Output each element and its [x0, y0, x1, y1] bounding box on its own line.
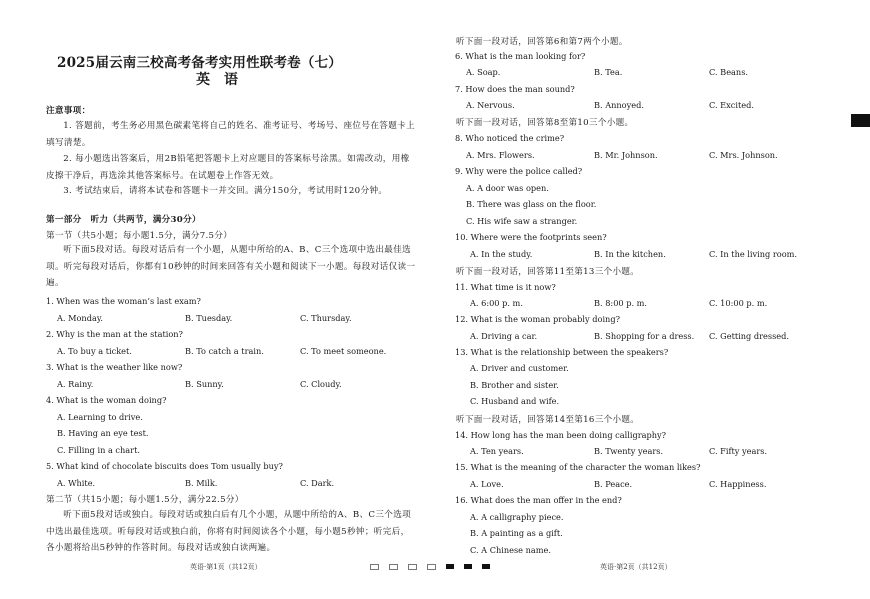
q14-option-a: A. Ten years. — [470, 446, 524, 456]
question-8: 8. Who noticed the crime? — [455, 133, 565, 143]
q3-option-c: C. Cloudy. — [300, 379, 342, 389]
exam-title: 2025届云南三校高考备考实用性联考卷（七） — [57, 55, 342, 71]
notice-heading: 注意事项： — [46, 106, 91, 116]
q8-option-a: A. Mrs. Flowers. — [466, 150, 535, 160]
q8-option-c: C. Mrs. Johnson. — [709, 150, 778, 160]
q7-option-a: A. Nervous. — [466, 100, 515, 110]
question-7: 7. How does the man sound? — [455, 84, 575, 94]
q14-option-b: B. Twenty years. — [594, 446, 664, 456]
page-2-footer: 英语·第2页（共12页） — [600, 563, 672, 571]
q16-option-a: A. A calligraphy piece. — [470, 512, 564, 522]
dialogue-prompt-14-16: 听下面一段对话，回答第14至第16三个小题。 — [456, 415, 640, 425]
q12-option-a: A. Driving a car. — [470, 331, 538, 341]
section1-heading: 第一节（共5小题；每小题1.5分，满分7.5分） — [46, 231, 233, 241]
q2-option-c: C. To meet someone. — [300, 346, 387, 356]
registration-marker-6 — [464, 564, 472, 569]
question-16: 16. What does the man offer in the end? — [455, 495, 622, 505]
question-14: 14. How long has the man been doing calligraphy? — [455, 430, 667, 440]
registration-marker-1 — [370, 564, 379, 570]
q6-option-b: B. Tea. — [594, 67, 623, 77]
q4-option-c: C. Filling in a chart. — [57, 445, 140, 455]
subject-title: 英语 — [196, 72, 252, 88]
q15-option-a: A. Love. — [470, 479, 504, 489]
q16-option-c: C. A Chinese name. — [470, 545, 551, 555]
q6-option-c: C. Beans. — [709, 67, 748, 77]
registration-marker-4 — [427, 564, 436, 570]
q15-option-b: B. Peace. — [594, 479, 633, 489]
q3-option-a: A. Rainy. — [57, 379, 94, 389]
q14-option-c: C. Fifty years. — [709, 446, 768, 456]
q10-option-a: A. In the study. — [470, 249, 533, 259]
section2-heading: 第二节（共15小题；每小题1.5分，满分22.5分） — [46, 495, 244, 505]
q9-option-c: C. His wife saw a stranger. — [466, 216, 578, 226]
q5-option-c: C. Dark. — [300, 478, 335, 488]
notice-item-3: 3. 考试结束后，请将本试卷和答题卡一并交回。满分150分，考试用时120分钟。 — [63, 186, 388, 196]
q7-option-c: C. Excited. — [709, 100, 754, 110]
q13-option-c: C. Husband and wife. — [470, 396, 560, 406]
q10-option-b: B. In the kitchen. — [594, 249, 666, 259]
q5-option-a: A. White. — [57, 478, 96, 488]
q9-option-a: A. A door was open. — [466, 183, 549, 193]
q1-option-c: C. Thursday. — [300, 313, 352, 323]
q4-option-a: A. Learning to drive. — [57, 412, 143, 422]
registration-marker-3 — [408, 564, 417, 570]
q9-option-b: B. There was glass on the floor. — [466, 199, 597, 209]
q2-option-b: B. To catch a train. — [185, 346, 264, 356]
dialogue-prompt-11-13: 听下面一段对话，回答第11至第13三个小题。 — [456, 267, 640, 277]
q12-option-c: C. Getting dressed. — [709, 331, 789, 341]
question-12: 12. What is the woman probably doing? — [455, 314, 620, 324]
question-4: 4. What is the woman doing? — [46, 395, 167, 405]
question-6: 6. What is the man looking for? — [455, 51, 586, 61]
q4-option-b: B. Having an eye test. — [57, 428, 149, 438]
question-15: 15. What is the meaning of the character the woman likes? — [455, 462, 701, 472]
q5-option-b: B. Milk. — [185, 478, 218, 488]
question-5: 5. What kind of chocolate biscuits does Tom usually buy? — [46, 461, 283, 471]
q1-option-a: A. Monday. — [57, 313, 103, 323]
page-edge-marker — [851, 114, 870, 127]
page-1-footer: 英语·第1页（共12页） — [190, 563, 262, 571]
section1-instructions: 听下面5段对话。每段对话后有一个小题，从题中所给的A、B、C三个选项中选出最佳选项。听完每段对话后，你都有10秒钟的时间来回答有关小题和阅读下一小题。每段对话仅读一遍。 — [46, 245, 416, 288]
registration-marker-2 — [389, 564, 398, 570]
question-2: 2. Why is the man at the station? — [46, 329, 183, 339]
notice-item-2: 2. 每小题选出答案后，用2B铅笔把答题卡上对应题目的答案标号涂黑。如需改动，用橡皮擦干净后，再选涂其他答案标号。在试题卷上作答无效。 — [46, 154, 410, 181]
q3-option-b: B. Sunny. — [185, 379, 224, 389]
registration-marker-5 — [446, 564, 454, 569]
q15-option-c: C. Happiness. — [709, 479, 767, 489]
question-3: 3. What is the weather like now? — [46, 362, 183, 372]
q10-option-c: C. In the living room. — [709, 249, 798, 259]
q1-option-b: B. Tuesday. — [185, 313, 233, 323]
question-10: 10. Where were the footprints seen? — [455, 232, 607, 242]
part1-heading: 第一部分 听力（共两节，满分30分） — [46, 215, 201, 225]
question-13: 13. What is the relationship between the speakers? — [455, 347, 669, 357]
question-9: 9. Why were the police called? — [455, 166, 583, 176]
registration-marker-7 — [482, 564, 490, 569]
question-1: 1. When was the woman’s last exam? — [46, 296, 201, 306]
q7-option-b: B. Annoyed. — [594, 100, 644, 110]
dialogue-prompt-6-7: 听下面一段对话，回答第6和第7两个小题。 — [456, 37, 628, 47]
q16-option-b: B. A painting as a gift. — [470, 528, 563, 538]
q13-option-a: A. Driver and customer. — [470, 363, 569, 373]
q13-option-b: B. Brother and sister. — [470, 380, 559, 390]
section2-instructions: 听下面5段对话或独白。每段对话或独白后有几个小题，从题中所给的A、B、C三个选项中选出最佳选项。听每段对话或独白前，你将有时间阅读各个小题，每小题5秒钟；听完后，各小题将给出5秒钟的作答时间。每段对话或独白读两遍。 — [46, 510, 412, 553]
q2-option-a: A. To buy a ticket. — [57, 346, 132, 356]
notice-item-1: 1. 答题前，考生务必用黑色碳素笔将自己的姓名、准考证号、考场号、座位号在答题卡上填写清楚。 — [46, 121, 416, 148]
question-11: 11. What time is it now? — [455, 282, 556, 292]
q8-option-b: B. Mr. Johnson. — [594, 150, 658, 160]
q11-option-c: C. 10:00 p. m. — [709, 298, 768, 308]
q11-option-b: B. 8:00 p. m. — [594, 298, 648, 308]
q6-option-a: A. Soap. — [466, 67, 501, 77]
dialogue-prompt-8-10: 听下面一段对话，回答第8至第10三个小题。 — [456, 118, 634, 128]
q12-option-b: B. Shopping for a dress. — [594, 331, 695, 341]
q11-option-a: A. 6:00 p. m. — [470, 298, 523, 308]
